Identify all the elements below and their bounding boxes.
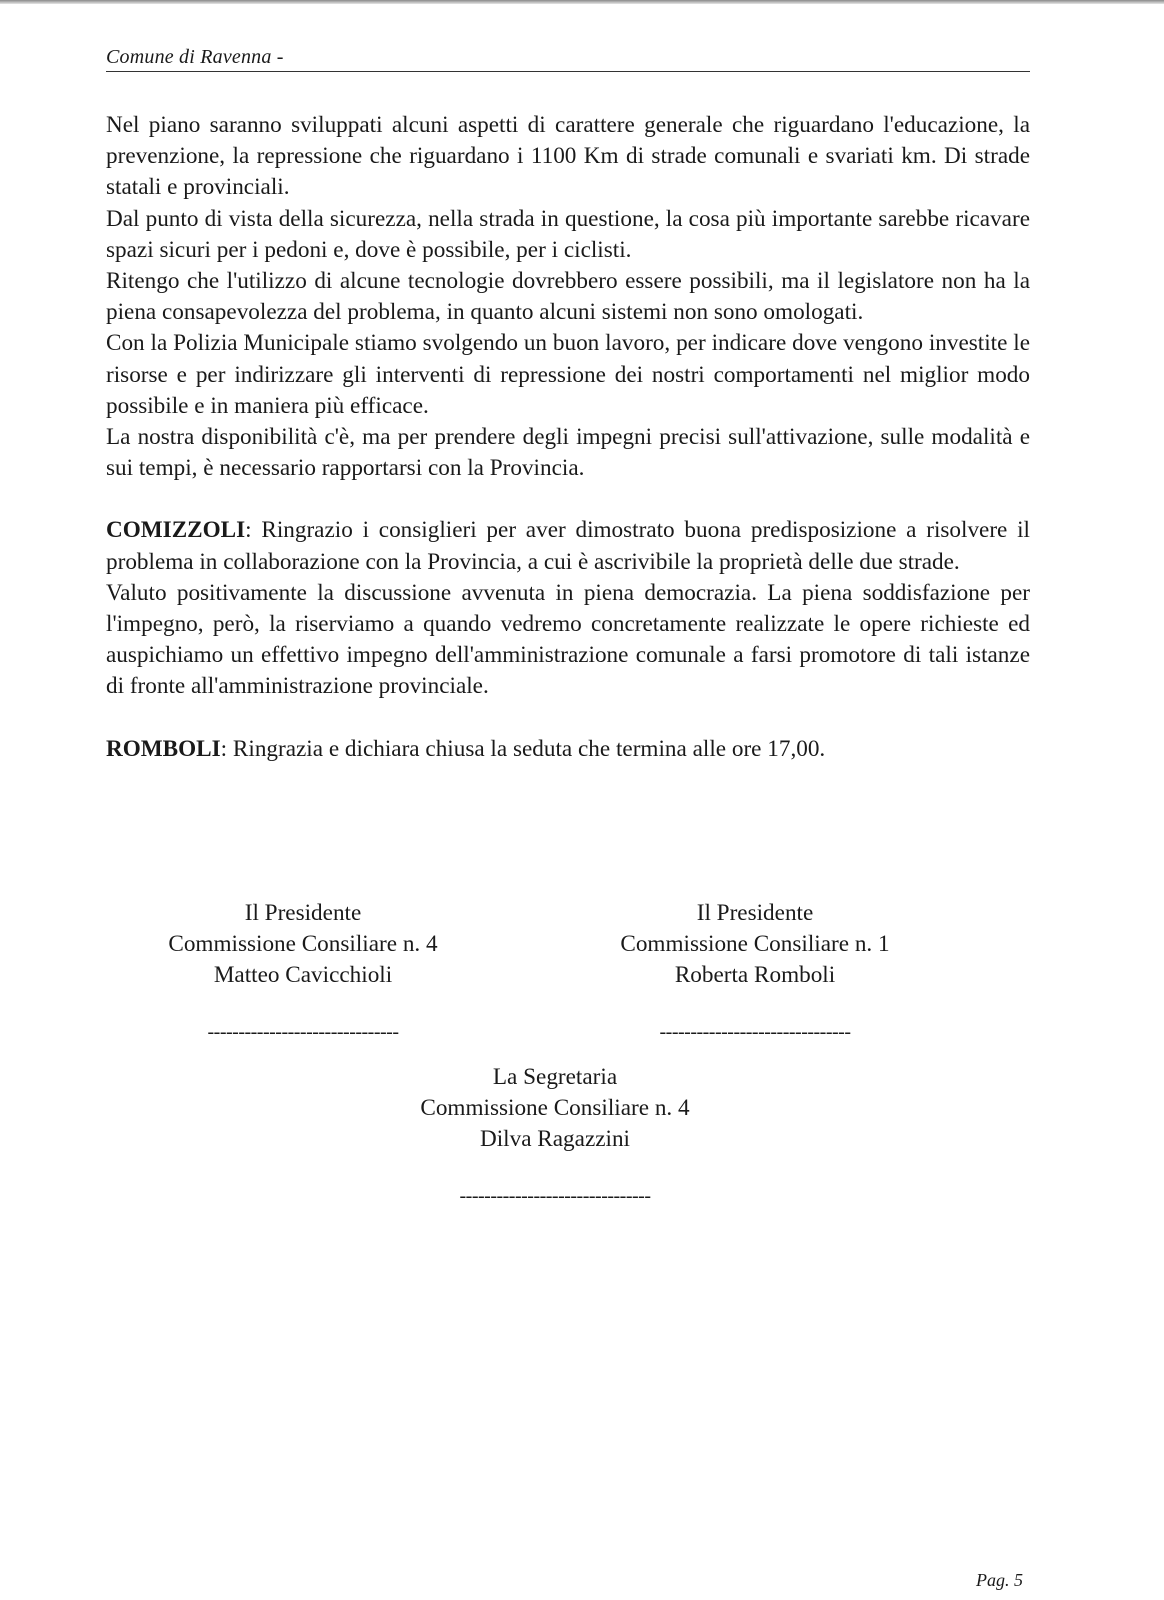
document-body: [106, 110, 1030, 765]
paragraph: Con la Polizia Municipale stiamo svolgendo un buon lavoro, per indicare dove vengono investite le risorse e per indirizzare gli interventi di repressione dei nostri comportamenti nel miglior modo possibile e in maniera più efficace.: [106, 330, 1030, 419]
spacer: [106, 703, 1030, 734]
signature-role: Il Presidente: [696, 900, 814, 926]
statement-text: : Ringrazio i consiglieri per aver dimostrato buona predisposizione a risolvere il problema in collaborazione con la Provincia, a cui è ascrivibile la proprietà delle due strade.: [106, 517, 1030, 575]
paragraph: Dal punto di vista della sicurezza, nella strada in questione, la cosa più importante sarebbe ricavare spazi sicuri per i pedoni e, dove è possibile, per i ciclisti.: [106, 205, 1030, 263]
signature-name: Roberta Romboli: [674, 962, 836, 988]
signature-name: Dilva Ragazzini: [479, 1126, 631, 1152]
signature-line: -------------------------------: [207, 1021, 399, 1043]
paragraph: Nel piano saranno sviluppati alcuni aspetti di carattere generale che riguardano l'educazione, la prevenzione, la repressione che riguardano i 1100 Km di strade comunali e svariati km. Di strade statali e provinciali.: [106, 112, 1030, 201]
signature-role: Il Presidente: [244, 900, 362, 926]
page-header: [106, 46, 1030, 72]
signature-commission: Commissione Consiliare n. 4: [420, 1095, 690, 1121]
signature-block-bottom: [400, 1062, 710, 1212]
signature-commission: Commissione Consiliare n. 4: [168, 931, 438, 957]
page-number: Pag. 5: [976, 1570, 1023, 1590]
signature-line: -------------------------------: [459, 1185, 651, 1207]
scan-edge: [0, 0, 1164, 4]
signature-line: -------------------------------: [659, 1021, 851, 1043]
signature-block-right: [600, 898, 910, 1048]
comizzoli-statement: [106, 515, 1030, 577]
signature-role: La Segretaria: [492, 1064, 618, 1090]
signature-commission: Commissione Consiliare n. 1: [620, 931, 890, 957]
paragraph: Ritengo che l'utilizzo di alcune tecnologie dovrebbero essere possibili, ma il legislatore non ha la piena consapevolezza del problema, in quanto alcuni sistemi non sono omologati.: [106, 268, 1030, 326]
speaker-name: COMIZZOLI: [106, 517, 246, 544]
speaker-name: ROMBOLI: [106, 735, 221, 762]
romboli-statement: [106, 734, 1030, 765]
paragraph: La nostra disponibilità c'è, ma per prendere degli impegni precisi sull'attivazione, sulle modalità e sui tempi, è necessario rapportarsi con la Provincia.: [106, 424, 1030, 482]
spacer: [106, 484, 1030, 515]
header-title: Comune di Ravenna -: [106, 46, 284, 68]
signature-block-left: [148, 898, 458, 1048]
paragraph: Valuto positivamente la discussione avvenuta in piena democrazia. La piena soddisfazione per l'impegno, però, la riserviamo a quando vedremo concretamente realizzate le opere richieste ed auspichiamo un effettivo impegno dell'amministrazione comunale a farsi promotore di tali istanze di fronte all'amministrazione provinciale.: [106, 579, 1030, 700]
signature-name: Matteo Cavicchioli: [213, 962, 393, 988]
statement-text: : Ringrazia e dichiara chiusa la seduta che termina alle ore 17,00.: [220, 735, 826, 762]
